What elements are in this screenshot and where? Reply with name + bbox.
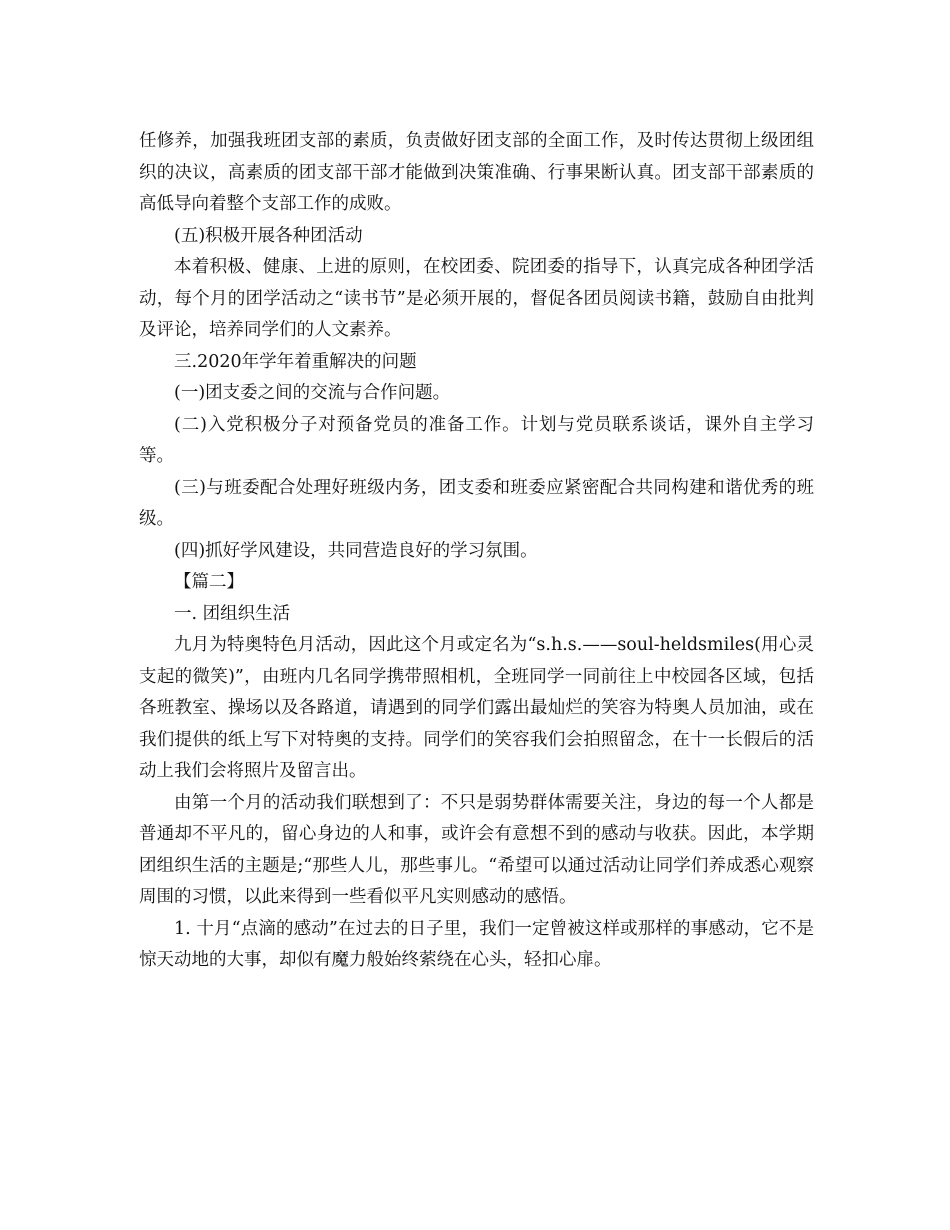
part-two-heading: 【篇二】 — [174, 572, 244, 592]
section-heading-five: (五)积极开展各种团活动 — [174, 225, 363, 246]
section-heading-three: 三.2020年学年着重解决的问题 — [174, 351, 417, 372]
paragraph-activities: 本着积极、健康、上进的原则，在校团委、院团委的指导下，认真完成各种团学活动，每个月的团学活动之“读书节”是必须开展的，督促各团员阅读书籍，鼓励自由批判及评论，培养同学们的人文素养。 — [139, 257, 814, 340]
document-body — [139, 126, 814, 977]
paragraph-continuation: 任修养，加强我班团支部的素质，负责做好团支部的全面工作，及时传达贯彻上级团组织的决议，高素质的团支部干部才能做到决策准确、行事果断认真。团支部干部素质的高低导向着整个支部工作的成败。 — [139, 131, 814, 214]
section-heading-one: 一. 团组织生活 — [174, 603, 291, 624]
paragraph-september: 九月为特奥特色月活动，因此这个月或定名为“s.h.s.——soul-heldsmiles(用心灵支起的微笑)”，由班内几名同学携带照相机，全班同学一同前往上中校园各区域，包括各班教室、操场以及各路道，请遇到的同学们露出最灿烂的笑容为特奥人员加油，或在我们提供的纸上写下对特奥的支持。同学们的笑容我们会拍照留念，在十一长假后的活动上我们会将照片及留言出。 — [139, 635, 814, 781]
list-item-three: (三)与班委配合处理好班级内务，团支委和班委应紧密配合共同构建和谐优秀的班级。 — [139, 477, 814, 529]
paragraph-october: 1. 十月“点滴的感动”在过去的日子里，我们一定曾被这样或那样的事感动，它不是惊天动地的大事，却似有魔力般始终萦绕在心头，轻扣心扉。 — [139, 918, 814, 970]
list-item-two: (二)入党积极分子对预备党员的准备工作。计划与党员联系谈话，课外自主学习等。 — [139, 414, 814, 466]
list-item-one: (一)团支委之间的交流与合作问题。 — [174, 383, 451, 403]
list-item-four: (四)抓好学风建设，共同营造良好的学习氛围。 — [174, 540, 538, 561]
paragraph-theme: 由第一个月的活动我们联想到了：不只是弱势群体需要关注，身边的每一个人都是普通却不平凡的，留心身边的人和事，或许会有意想不到的感动与收获。因此，本学期团组织生活的主题是;“那些人儿，那些事儿。“希望可以通过活动让同学们养成悉心观察周围的习惯，以此来得到一些看似平凡实则感动的感悟。 — [139, 792, 814, 907]
